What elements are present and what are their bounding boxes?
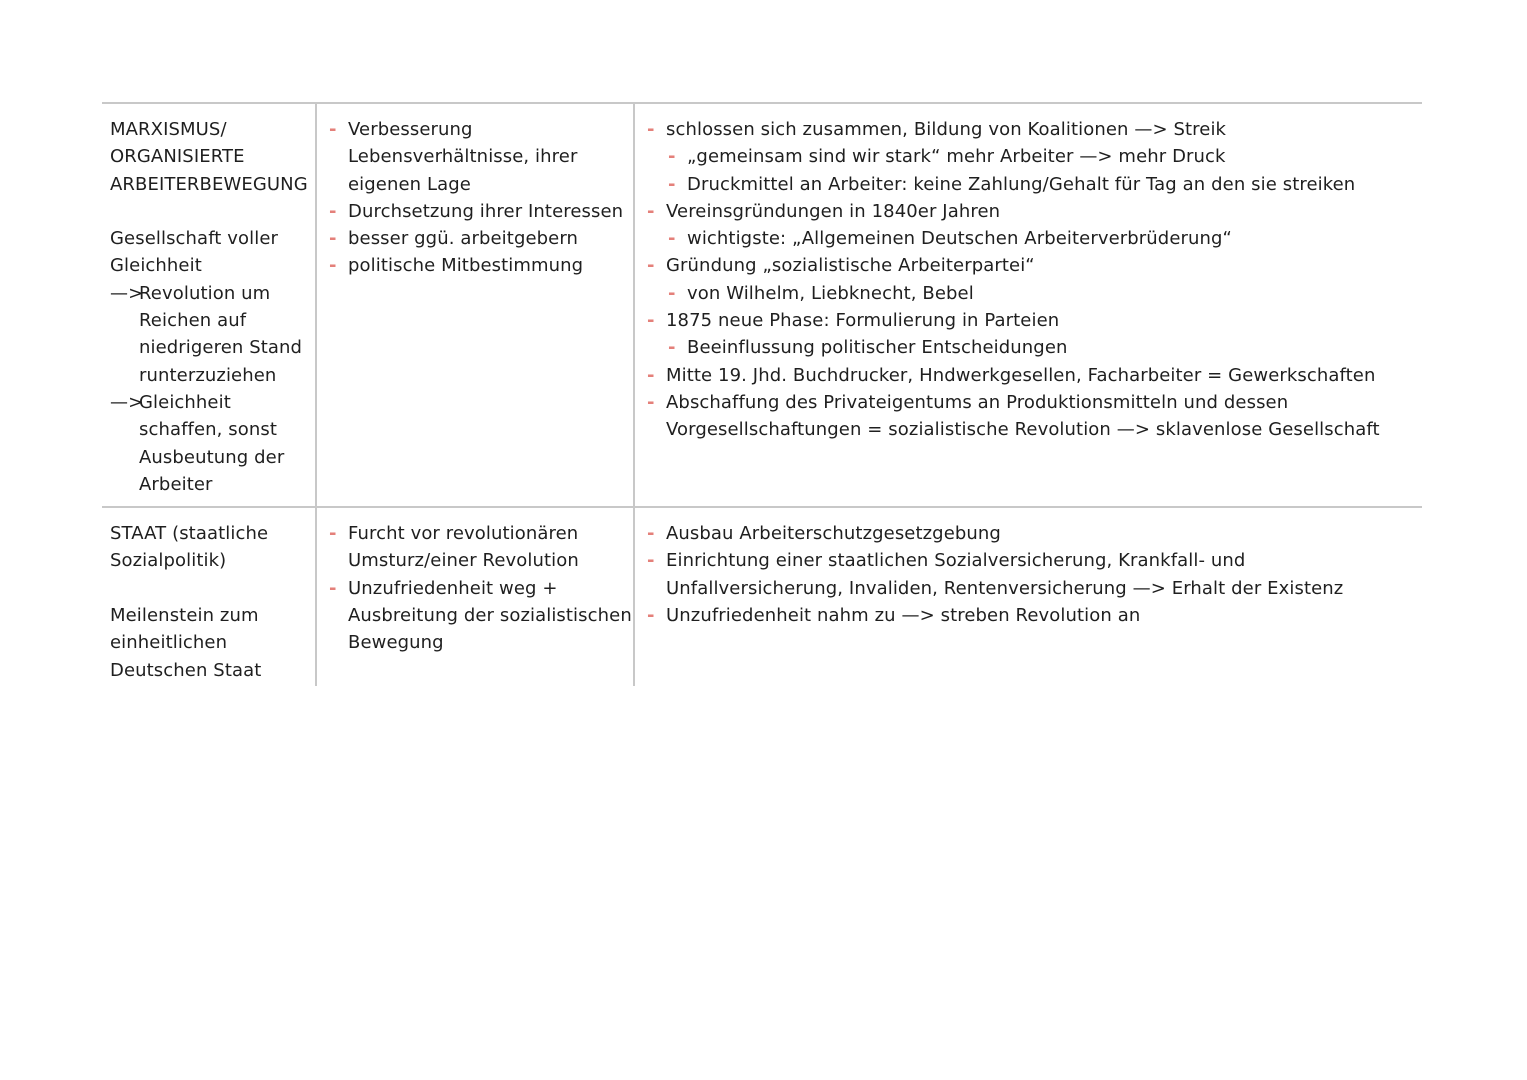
dash-bullet-icon: - — [647, 310, 655, 332]
topic-heading: ARBEITERBEWEGUNG — [110, 173, 308, 195]
dash-bullet-icon: - — [329, 119, 337, 140]
topic-text: schaffen, sonst — [139, 419, 278, 441]
topic-heading: Sozialpolitik) — [110, 550, 227, 572]
cell-topic-staat — [102, 507, 316, 686]
cell-topic-marxismus — [102, 103, 316, 507]
topic-text: niedrigeren Stand — [139, 337, 303, 359]
dash-bullet-icon: - — [647, 523, 655, 545]
bullet-item: - schlossen sich zusammen, Bildung von Koalitionen —> Streik — [643, 116, 1414, 143]
spacer — [110, 575, 307, 602]
bullet-item: - Durchsetzung ihrer Interessen — [325, 198, 625, 225]
bullet-continuation: Ausbreitung der sozialistischen — [348, 605, 632, 627]
dash-bullet-icon: - — [668, 228, 676, 250]
arrow-icon: —> — [110, 391, 144, 413]
topic-text: Gesellschaft voller — [110, 228, 279, 250]
bullet-continuation: Lebensverhältnisse, ihrer — [348, 146, 578, 168]
topic-text: Deutschen Staat — [110, 659, 262, 681]
dash-bullet-icon: - — [668, 337, 676, 359]
topic-text: Reichen auf — [139, 310, 247, 332]
dash-bullet-icon: - — [668, 282, 676, 304]
bullet-item: - Einrichtung einer staatlichen Sozialversicherung, Krankfall- und — [643, 547, 1414, 574]
dash-bullet-icon: - — [647, 200, 655, 222]
arrow-icon: —> — [110, 282, 144, 304]
topic-text: Arbeiter — [139, 473, 213, 495]
dash-bullet-icon: - — [647, 391, 655, 413]
bullet-item: - besser ggü. arbeitgebern — [325, 225, 625, 252]
sub-bullet-item: - Beeinflussung politischer Entscheidungen — [643, 334, 1414, 361]
table-row-staat — [102, 507, 1422, 686]
comparison-table — [102, 102, 1422, 686]
bullet-item: - Abschaffung des Privateigentums an Produktionsmitteln und dessen — [643, 389, 1414, 416]
bullet-continuation: Bewegung — [348, 632, 444, 654]
bullet-continuation: eigenen Lage — [348, 173, 471, 195]
bullet-item: - Ausbau Arbeiterschutzgesetzgebung — [643, 520, 1414, 547]
topic-text: einheitlichen — [110, 632, 228, 654]
cell-goals-marxismus — [316, 103, 634, 507]
sub-bullet-item: - Druckmittel an Arbeiter: keine Zahlung/Gehalt für Tag an den sie streiken — [643, 171, 1414, 198]
sub-bullet-item: - wichtigste: „Allgemeinen Deutschen Arbeiterverbrüderung“ — [643, 225, 1414, 252]
bullet-item: - Verbesserung — [325, 116, 625, 143]
dash-bullet-icon: - — [668, 173, 676, 195]
bullet-item: - Mitte 19. Jhd. Buchdrucker, Hndwerkgesellen, Facharbeiter = Gewerkschaften — [643, 362, 1414, 389]
bullet-item: - politische Mitbestimmung — [325, 252, 625, 279]
topic-heading: STAAT (staatliche — [110, 523, 269, 545]
dash-bullet-icon: - — [329, 200, 337, 222]
topic-heading: ORGANISIERTE — [110, 146, 245, 168]
topic-text: Ausbeutung der — [139, 446, 285, 468]
spacer — [110, 198, 307, 225]
bullet-continuation: Unfallversicherung, Invaliden, Rentenversicherung —> Erhalt der Existenz — [666, 577, 1344, 599]
topic-text: Meilenstein zum — [110, 605, 259, 627]
cell-measures-staat — [634, 507, 1422, 686]
bullet-item: - Unzufriedenheit weg + — [325, 575, 625, 602]
bullet-item: - 1875 neue Phase: Formulierung in Parteien — [643, 307, 1414, 334]
bullet-item: - Vereinsgründungen in 1840er Jahren — [643, 198, 1414, 225]
topic-text: runterzuziehen — [139, 364, 277, 386]
bullet-item: - Unzufriedenheit nahm zu —> streben Revolution an — [643, 602, 1414, 629]
dash-bullet-icon: - — [647, 550, 655, 572]
sub-bullet-item: - „gemeinsam sind wir stark“ mehr Arbeiter —> mehr Druck — [643, 143, 1414, 170]
table-row-marxismus — [102, 103, 1422, 507]
dash-bullet-icon: - — [329, 523, 337, 545]
bullet-continuation: Umsturz/einer Revolution — [348, 550, 579, 572]
topic-heading: MARXISMUS/ — [110, 119, 227, 140]
bullet-continuation: Vorgesellschaftungen = sozialistische Revolution —> sklavenlose Gesellschaft — [666, 419, 1380, 441]
dash-bullet-icon: - — [329, 255, 337, 277]
dash-bullet-icon: - — [647, 255, 655, 277]
dash-bullet-icon: - — [668, 146, 676, 168]
cell-goals-staat — [316, 507, 634, 686]
bullet-item: - Furcht vor revolutionären — [325, 520, 625, 547]
topic-text: Gleichheit — [110, 255, 202, 277]
cell-measures-marxismus — [634, 103, 1422, 507]
bullet-item: - Gründung „sozialistische Arbeiterpartei“ — [643, 252, 1414, 279]
dash-bullet-icon: - — [647, 605, 655, 627]
dash-bullet-icon: - — [647, 119, 655, 140]
dash-bullet-icon: - — [329, 228, 337, 250]
arrow-item: —> Revolution um — [110, 280, 307, 307]
dash-bullet-icon: - — [647, 364, 655, 386]
sub-bullet-item: - von Wilhelm, Liebknecht, Bebel — [643, 280, 1414, 307]
arrow-item: —> Gleichheit — [110, 389, 307, 416]
dash-bullet-icon: - — [329, 577, 337, 599]
